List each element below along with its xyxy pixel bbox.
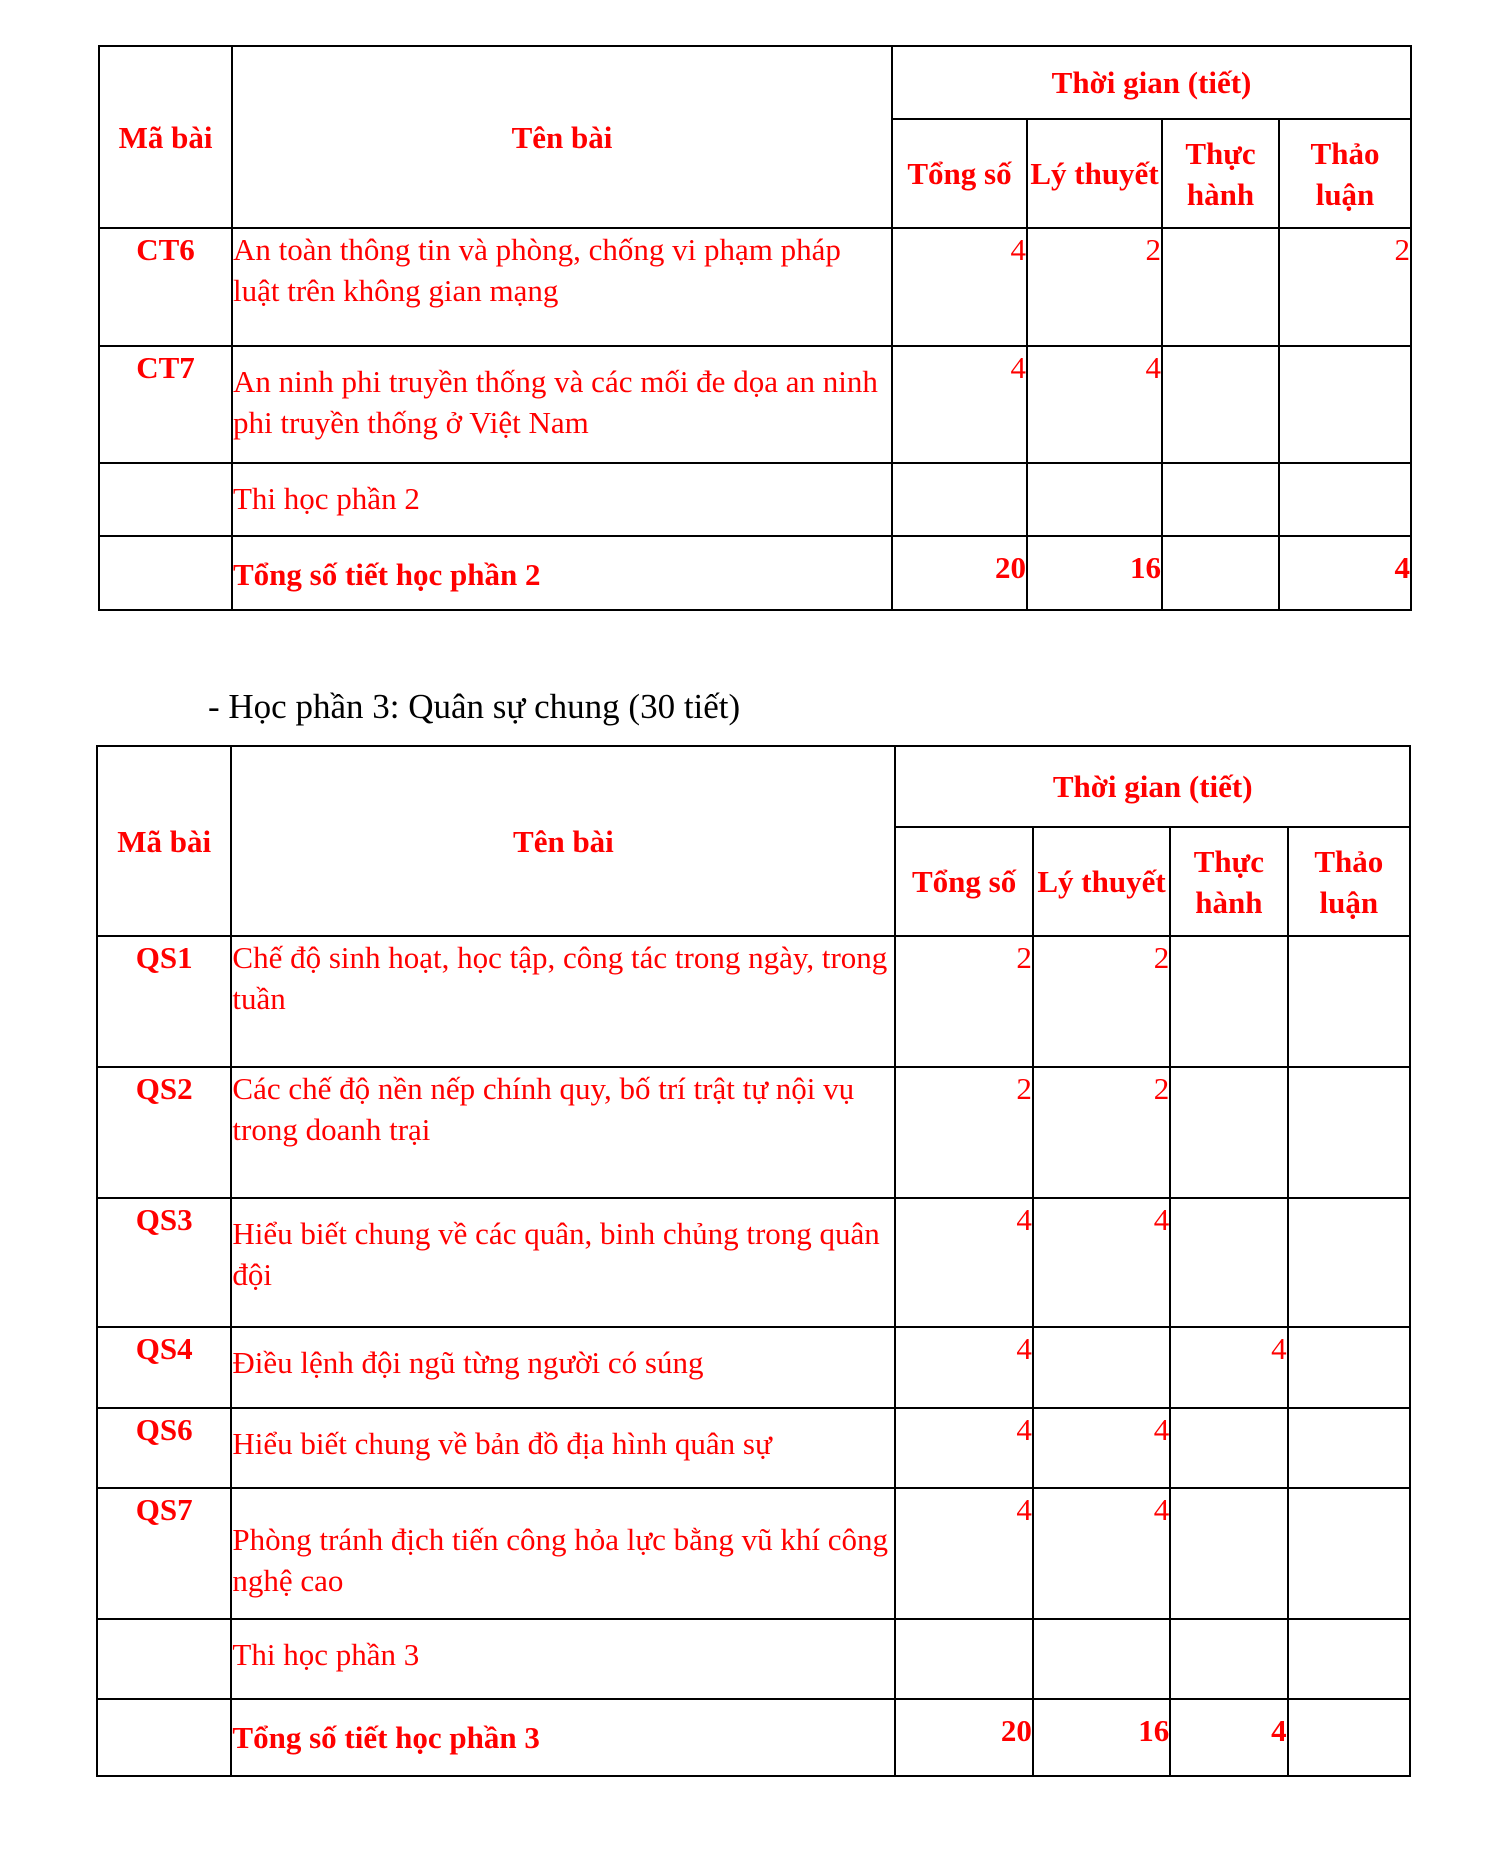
header-discussion: Thảo luận — [1288, 827, 1410, 936]
theory-periods: 4 — [1033, 1488, 1170, 1619]
header-practice: Thực hành — [1162, 119, 1279, 228]
lesson-name: An toàn thông tin và phòng, chống vi phạm pháp luật trên không gian mạng — [232, 228, 892, 346]
practice-periods: 4 — [1170, 1699, 1287, 1776]
theory-periods: 2 — [1027, 228, 1162, 346]
lesson-code: QS7 — [97, 1488, 231, 1619]
lesson-name: Hiểu biết chung về các quân, binh chủng trong quân đội — [231, 1198, 895, 1327]
lesson-code: QS3 — [97, 1198, 231, 1327]
exam-label: Thi học phần 3 — [231, 1619, 895, 1699]
theory-periods: 4 — [1027, 346, 1162, 463]
header-total: Tổng số — [892, 119, 1027, 228]
total-row — [97, 1699, 1410, 1776]
total-periods: 4 — [892, 346, 1027, 463]
total-periods: 20 — [895, 1699, 1032, 1776]
theory-periods: 16 — [1033, 1699, 1170, 1776]
practice-periods — [1170, 1198, 1287, 1327]
lesson-code: QS2 — [97, 1067, 231, 1198]
total-label: Tổng số tiết học phần 2 — [232, 536, 892, 610]
practice-periods — [1170, 1488, 1287, 1619]
discussion-periods — [1288, 1488, 1410, 1619]
theory-periods: 4 — [1033, 1408, 1170, 1488]
table-row — [97, 1408, 1410, 1488]
header-code: Mã bài — [97, 746, 231, 936]
lesson-code: QS4 — [97, 1327, 231, 1408]
header-name: Tên bài — [231, 746, 895, 936]
total-periods: 4 — [895, 1488, 1032, 1619]
table-row — [97, 1488, 1410, 1619]
discussion-periods — [1288, 1699, 1410, 1776]
total-periods: 4 — [895, 1327, 1032, 1408]
practice-periods — [1170, 936, 1287, 1067]
table-row — [99, 228, 1411, 346]
practice-periods — [1162, 346, 1279, 463]
practice-periods — [1170, 1067, 1287, 1198]
total-label: Tổng số tiết học phần 3 — [231, 1699, 895, 1776]
table-row — [97, 1198, 1410, 1327]
lesson-name: An ninh phi truyền thống và các mối đe dọa an ninh phi truyền thống ở Việt Nam — [232, 346, 892, 463]
theory-periods: 2 — [1033, 1067, 1170, 1198]
practice-periods — [1162, 228, 1279, 346]
exam-row — [99, 463, 1411, 536]
total-periods: 2 — [895, 1067, 1032, 1198]
practice-periods — [1170, 1408, 1287, 1488]
discussion-periods — [1288, 1198, 1410, 1327]
discussion-periods: 2 — [1279, 228, 1411, 346]
theory-periods — [1033, 1327, 1170, 1408]
theory-periods: 4 — [1033, 1198, 1170, 1327]
practice-periods — [1162, 536, 1279, 610]
discussion-periods — [1288, 1067, 1410, 1198]
total-periods: 2 — [895, 936, 1032, 1067]
lesson-name: Các chế độ nền nếp chính quy, bố trí trật tự nội vụ trong doanh trại — [231, 1067, 895, 1198]
section-heading-part-3: - Học phần 3: Quân sự chung (30 tiết) — [208, 687, 741, 726]
header-code: Mã bài — [99, 46, 232, 228]
exam-row — [97, 1619, 1410, 1699]
lesson-code: CT6 — [99, 228, 232, 346]
header-theory: Lý thuyết — [1033, 827, 1170, 936]
exam-label: Thi học phần 2 — [232, 463, 892, 536]
header-practice: Thực hành — [1170, 827, 1287, 936]
header-discussion: Thảo luận — [1279, 119, 1411, 228]
discussion-periods — [1279, 346, 1411, 463]
header-time: Thời gian (tiết) — [892, 46, 1411, 119]
lesson-name: Hiểu biết chung về bản đồ địa hình quân sự — [231, 1408, 895, 1488]
lesson-code: QS1 — [97, 936, 231, 1067]
total-periods: 20 — [892, 536, 1027, 610]
discussion-periods — [1288, 1327, 1410, 1408]
lesson-name: Phòng tránh địch tiến công hỏa lực bằng vũ khí công nghệ cao — [231, 1488, 895, 1619]
course-table-part-3 — [96, 745, 1411, 1777]
lesson-code: CT7 — [99, 346, 232, 463]
header-time: Thời gian (tiết) — [895, 746, 1410, 827]
header-total: Tổng số — [895, 827, 1032, 936]
theory-periods: 2 — [1033, 936, 1170, 1067]
total-periods: 4 — [895, 1408, 1032, 1488]
lesson-name: Điều lệnh đội ngũ từng người có súng — [231, 1327, 895, 1408]
table-row — [99, 346, 1411, 463]
total-periods: 4 — [892, 228, 1027, 346]
discussion-periods — [1288, 936, 1410, 1067]
total-row — [99, 536, 1411, 610]
table-row — [97, 936, 1410, 1067]
discussion-periods — [1288, 1408, 1410, 1488]
header-name: Tên bài — [232, 46, 892, 228]
table-row — [97, 1067, 1410, 1198]
header-theory: Lý thuyết — [1027, 119, 1162, 228]
course-table-part-2 — [98, 45, 1412, 611]
total-periods: 4 — [895, 1198, 1032, 1327]
practice-periods: 4 — [1170, 1327, 1287, 1408]
lesson-code: QS6 — [97, 1408, 231, 1488]
discussion-periods: 4 — [1279, 536, 1411, 610]
table-row — [97, 1327, 1410, 1408]
theory-periods: 16 — [1027, 536, 1162, 610]
lesson-name: Chế độ sinh hoạt, học tập, công tác trong ngày, trong tuần — [231, 936, 895, 1067]
